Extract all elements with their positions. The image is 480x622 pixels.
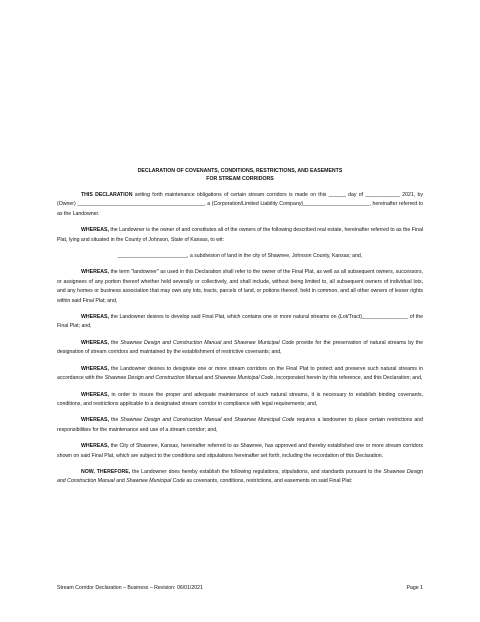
paragraph-lead: WHEREAS, [81,314,109,321]
paragraph-whereas-city [57,442,423,461]
paragraph-text: ________________________, a subdivision of land in the city of Shawnee, Johnson County, Kansas; and, [117,253,363,260]
paragraph-whereas-landowner-term [57,268,423,306]
paragraph-lead: WHEREAS, [81,269,109,276]
paragraph-declaration [57,191,423,219]
paragraph-text: in order to insure the proper and adequate maintenance of such natural streams, it is necessary to establish binding covenants, conditions, and restrictions applicable to a designated stream corridor in compliance with legal requirements; and, [57,391,423,407]
paragraph-text: and [221,339,235,346]
paragraph-text: and [202,375,215,382]
paragraph-text: , incorporated herein by this reference, and this Declaration; and, [273,375,423,382]
paragraph-text: the Landowner desires to develop said Final Plat, which contains one or more natural streams on (Lot/Tract)________________ of the Final Plat; and, [57,314,423,330]
code-reference: Shawnee Municipal Code [214,375,274,382]
code-reference: Shawnee Municipal Code [234,417,295,424]
manual-reference: Shawnee Design and Construction Manual [57,468,423,485]
manual-reference: Shawnee Design and Construction Manual [104,375,203,382]
paragraph-lead: WHEREAS, [81,443,109,450]
document-body [57,167,423,494]
title-line-2: FOR STREAM CORRIDORS [206,176,274,182]
paragraph-whereas-preservation [57,339,423,358]
manual-reference: Shawnee Design and Construction Manual [120,417,222,424]
code-reference: Shawnee Municipal Code [234,339,295,346]
paragraph-text: the City of Shawnee, Kansas, hereinafter referred to as Shawnee, has approved and thereby established one or more stream corridors shown on said Final Plat, which are subject to the conditions and stipulations hereinafter set forth, including the recordation of this Declaration. [57,443,423,459]
paragraph-lead: WHEREAS, [81,339,109,346]
paragraph-whereas-develop [57,313,423,332]
paragraph-text: and [221,417,235,424]
paragraph-whereas-requirements [57,416,423,435]
paragraph-text: the term "landowner" as used in this Declaration shall refer to the owner of the Final Plat, as well as all subsequent owners, successors, or assignees of any portion thereof whether held severally or collectively, and shall include, without being limited to, all subsequent owners of individual lots, and any homes or business association that may own any lots, tracts, parcels of land, or potions thereof, held in common, and all other owners of lesser rights within said Final Plat; and, [57,269,423,304]
code-reference: Shawnee Municipal Code [126,478,186,485]
paragraph-lead: WHEREAS, [81,391,109,398]
paragraph-text: the Landowner is the owner of and constitutes all of the owners of the following described real estate, hereinafter referred to as the Final Plat, lying and situated in the County of Johnson, State of Kansas, to wit: [57,227,423,243]
paragraph-text: the Landowner desires to designate one or more stream corridors on the Final Plat to protect and preserve such natural streams in accordance with the [57,365,423,382]
paragraph-lead: WHEREAS, [81,417,109,424]
paragraph-text: as covenants, conditions, restrictions, and easements on said Final Plat: [185,478,353,485]
paragraph-now-therefore [57,468,423,487]
paragraph-text: the Landowner does hereby establish the following regulations, stipulations, and standards pursuant to the [130,468,384,475]
paragraph-whereas-maintenance [57,391,423,410]
document-title [57,167,423,183]
paragraph-text: requires a landowner to place certain restrictions and responsibilities for the maintenance and use of a stream corridor; and, [57,417,423,433]
paragraph-whereas-designate [57,365,423,384]
paragraph-text: and [114,478,127,485]
page-footer [57,584,423,592]
paragraph-lead: WHEREAS, [81,227,109,234]
paragraph-text: provide for the preservation of natural streams by the designation of stream corridors and maintained by the establishment of restrictive covenants; and, [57,339,423,356]
manual-reference: Shawnee Design and Construction Manual [120,339,222,346]
paragraph-text: the [108,417,121,424]
paragraph-lead: WHEREAS, [81,365,109,372]
paragraph-subdivision [57,252,423,261]
paragraph-lead: THIS DECLARATION [81,192,133,198]
paragraph-text: setting forth maintenance obligations of certain stream corridors is made on this ______ day of ____________ 2021, by (Owner) ____________________________________________, a (Corporation/Limited Liability Company)_______________________, hereinafter referred to as the Landowner. [57,192,424,217]
paragraph-whereas-owner [57,226,423,245]
paragraph-lead: NOW, THEREFORE, [81,468,131,475]
paragraph-text: the [108,339,121,346]
title-line-1: DECLARATION OF COVENANTS, CONDITIONS, RESTRICTIONS, AND EASEMENTS [137,168,343,174]
page-number: Page 1 [406,585,423,591]
footer-revision: Stream Corridor Declaration – Business – Revision: 06/01/2021 [57,585,203,591]
